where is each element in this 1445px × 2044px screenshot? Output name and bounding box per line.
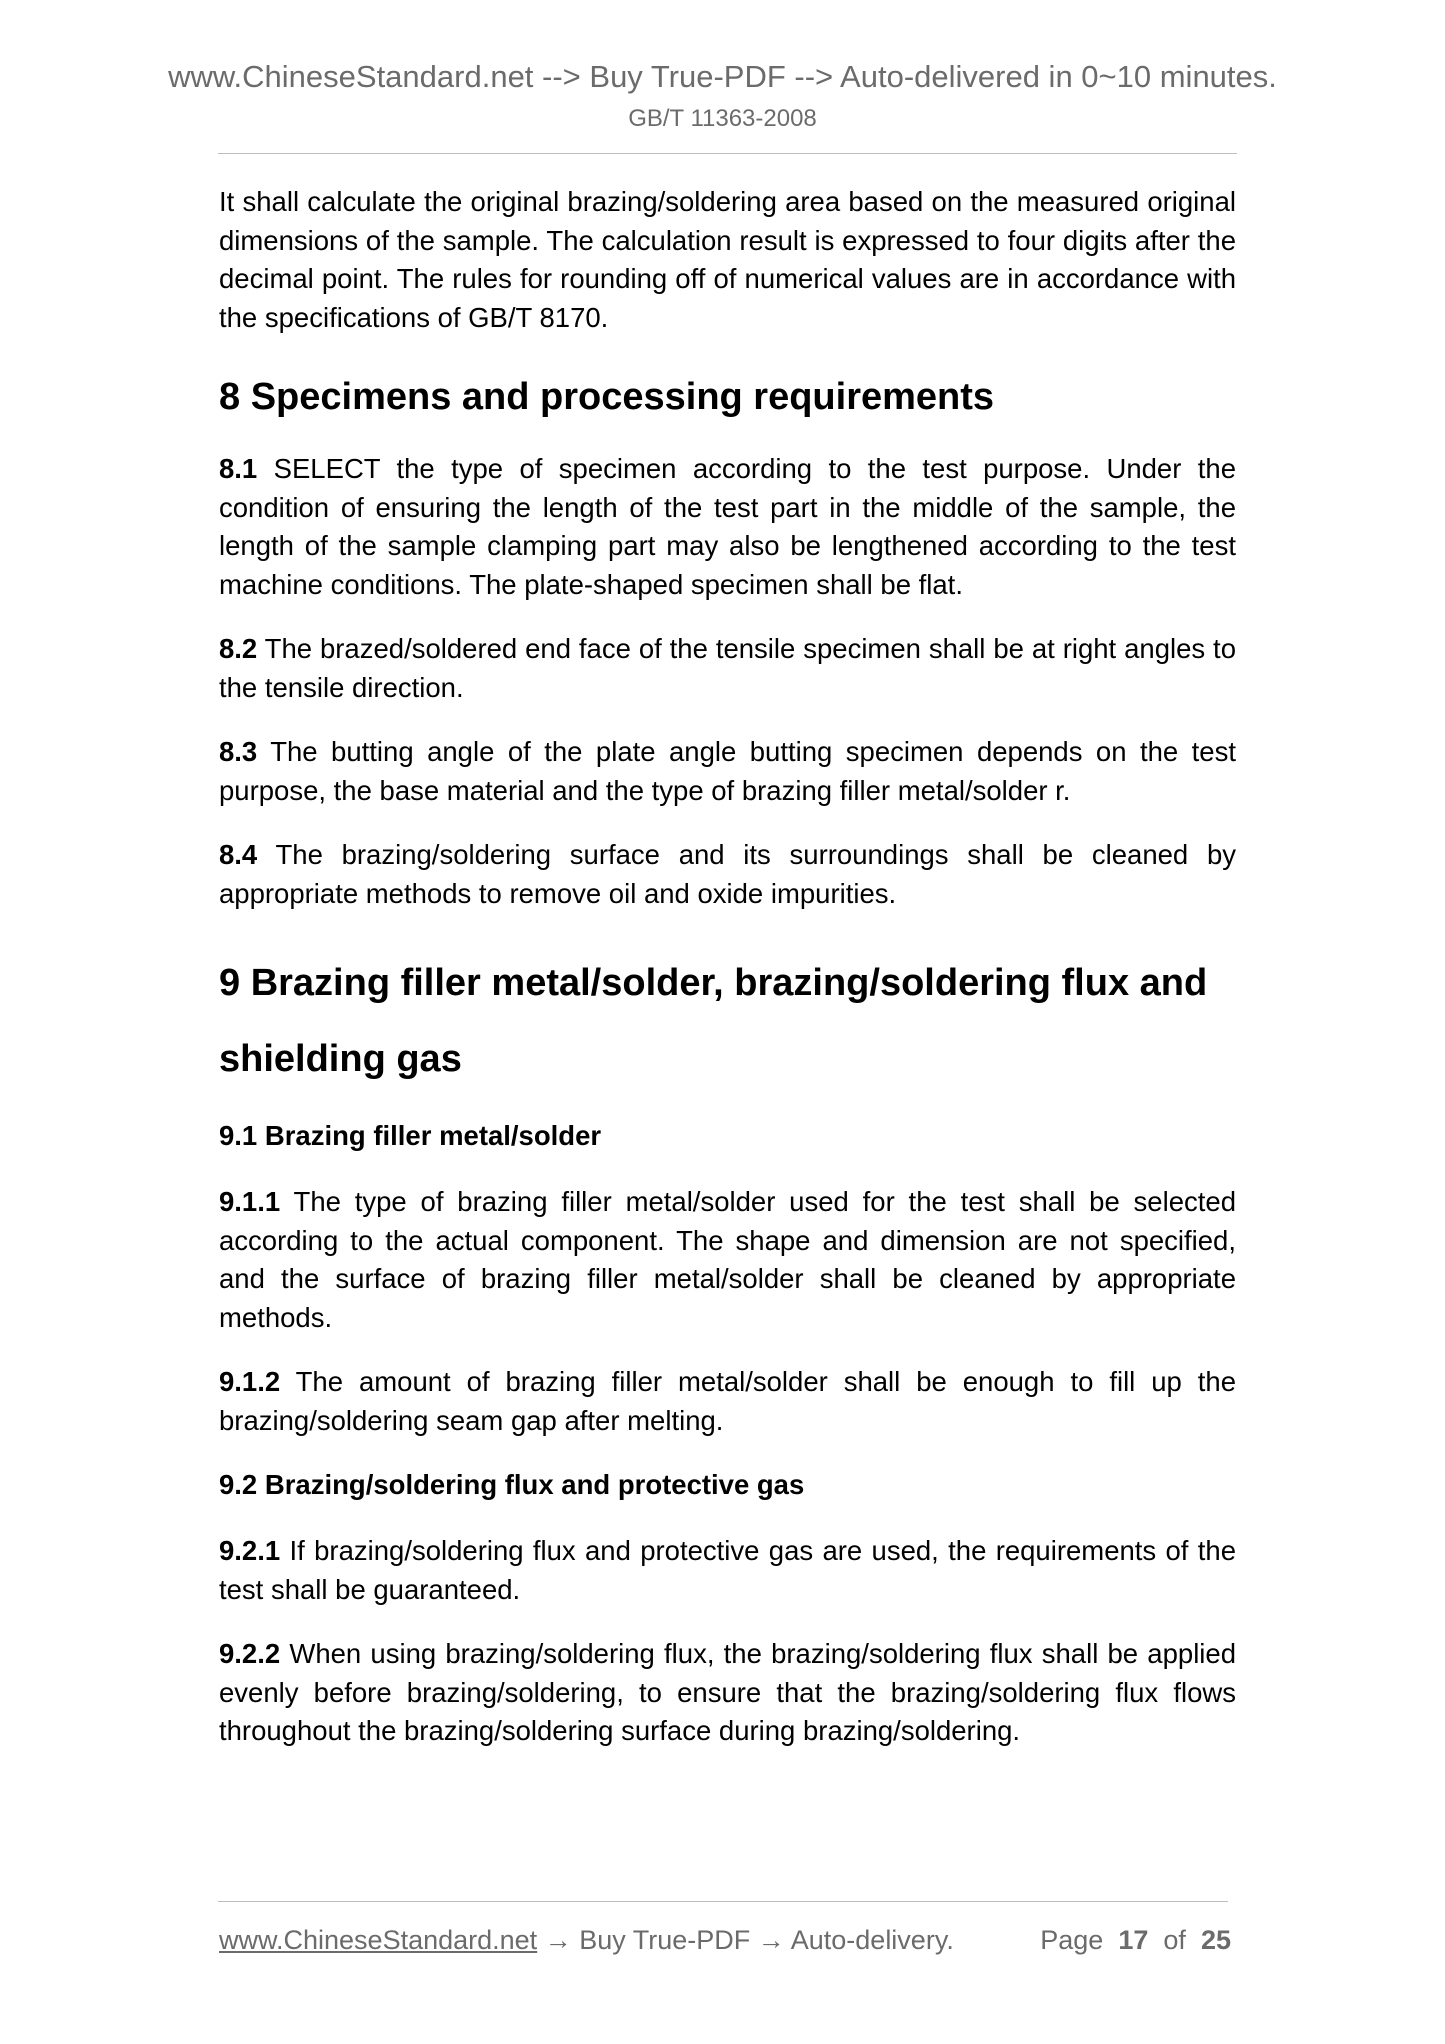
clause-9-2-2 [219,1635,1236,1751]
clause-text: SELECT the type of specimen according to the test purpose. Under the condition of ensuring the length of the test part in the middle of the sample, the length of the sample clamping part may also be lengthened according to the test machine conditions. The plate-shaped specimen shall be flat. [219,453,1236,600]
clause-text: The butting angle of the plate angle butting specimen depends on the test purpose, the base material and the type of brazing filler metal/solder r. [219,736,1236,806]
of-label: of [1163,1925,1186,1955]
footer-site-link[interactable]: www.ChineseStandard.net [219,1925,538,1955]
clause-text: If brazing/soldering flux and protective gas are used, the requirements of the test shall be guaranteed. [219,1535,1237,1605]
footer-divider [218,1901,1228,1902]
clause-number: 9.2.2 [219,1638,281,1669]
page-content [219,183,1236,1751]
section-9-title [219,945,1236,1097]
clause-8-1 [219,450,1236,604]
clause-number: 9.2.1 [219,1535,281,1566]
subsection-9-1-title: 9.1 Brazing filler metal/solder [219,1120,602,1151]
footer-promo [219,1921,954,1959]
clause-8-3 [219,733,1236,810]
page-number: 17 [1118,1925,1149,1955]
clause-8-2 [219,630,1236,707]
intro-paragraph: It shall calculate the original brazing/soldering area based on the measured original dimensions of the sample. The calculation result is expressed to four digits after the decimal point. The rules for rounding off of numerical values are in accordance with the specifications of GB/T 8170. [219,186,1236,333]
clause-text: When using brazing/soldering flux, the brazing/soldering flux shall be applied evenly before brazing/soldering, to ensure that the brazing/soldering flux flows throughout the brazing/soldering surface during brazing/soldering. [219,1638,1236,1746]
page-label: Page [1040,1925,1104,1955]
clause-number: 8.3 [219,736,258,767]
section-9-title-line2: shielding gas [219,1038,462,1080]
page-indicator [1040,1921,1231,1959]
clause-number: 8.4 [219,839,258,870]
clause-number: 9.1.1 [219,1186,281,1217]
header-banner: www.ChineseStandard.net --> Buy True-PDF --> Auto-delivered in 0~10 minutes. [168,59,1277,94]
clause-number: 9.1.2 [219,1366,281,1397]
clause-number: 8.1 [219,453,258,484]
clause-text: The type of brazing filler metal/solder used for the test shall be selected according to the actual component. The shape and dimension are not specified, and the surface of brazing filler metal/solder shall be cleaned by appropriate methods. [219,1186,1236,1333]
clause-text: The brazed/soldered end face of the tensile specimen shall be at right angles to the tensile direction. [219,633,1236,703]
section-8-title: 8 Specimens and processing requirements [219,376,995,418]
footer-promo-text: → Buy True-PDF → Auto-delivery. [537,1925,954,1955]
clause-9-1-1 [219,1183,1236,1337]
footer [219,1921,1231,1959]
standard-id: GB/T 11363-2008 [628,105,817,132]
clause-9-2-1 [219,1532,1236,1609]
clause-8-4 [219,836,1236,913]
header-divider [218,153,1237,154]
clause-9-1-2 [219,1363,1236,1440]
clause-number: 8.2 [219,633,258,664]
clause-text: The brazing/soldering surface and its surroundings shall be cleaned by appropriate methods to remove oil and oxide impurities. [219,839,1236,909]
total-pages: 25 [1200,1925,1231,1955]
clause-text: The amount of brazing filler metal/solder shall be enough to fill up the brazing/soldering seam gap after melting. [219,1366,1236,1436]
section-9-title-line1: 9 Brazing filler metal/solder, brazing/soldering flux and [219,962,1208,1004]
subsection-9-2-title: 9.2 Brazing/soldering flux and protective gas [219,1469,805,1500]
